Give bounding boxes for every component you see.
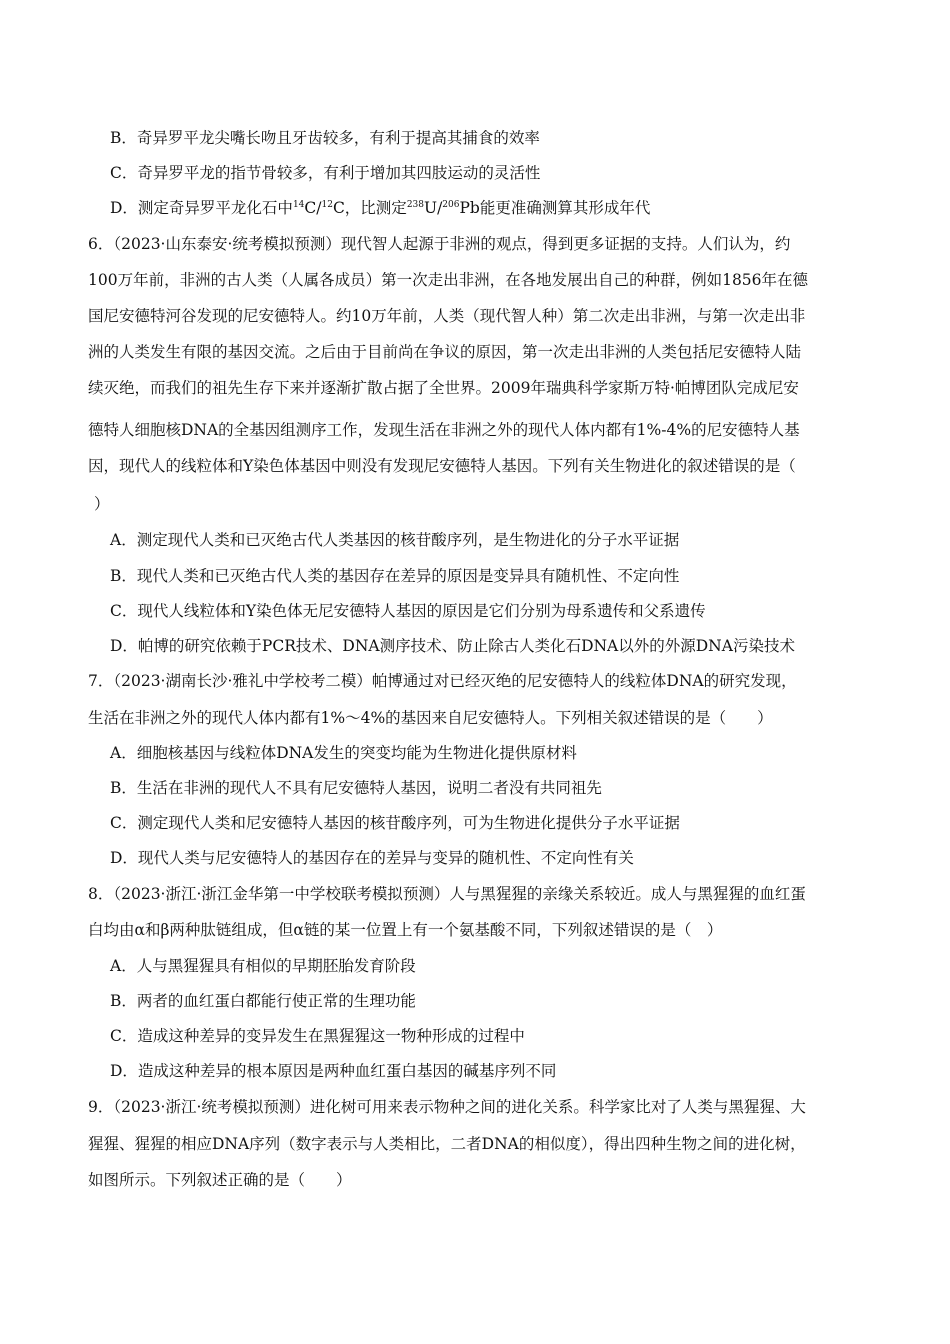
q6-option-d: D．帕博的研究依赖于PCR技术、DNA测序技术、防止除古人类化石DNA以外的外源DNA污染技术 — [110, 637, 795, 655]
q5-option-d — [110, 198, 650, 218]
q7-option-c: C．测定现代人类和尼安德特人基因的核苷酸序列，可为生物进化提供分子水平证据 — [110, 814, 680, 832]
q6-option-c: C．现代人线粒体和Y染色体无尼安德特人基因的原因是它们分别为母系遗传和父系遗传 — [110, 602, 706, 620]
q8-stem-line: 白均由α和β两种肽链组成，但α链的某一位置上有一个氨基酸不同，下列叙述错误的是（ ） — [88, 921, 723, 939]
q8-stem-line: 8．（2023·浙江·浙江金华第一中学校联考模拟预测）人与黑猩猩的亲缘关系较近。成人与黑猩猩的血红蛋 — [88, 885, 806, 903]
q6-stem-line: 因，现代人的线粒体和Y染色体基因中则没有发现尼安德特人基因。下列有关生物进化的叙述错误的是（ — [88, 457, 796, 475]
q6-stem-line: ） — [94, 495, 110, 513]
q9-stem-line: 猩猩、猩猩的相应DNA序列（数字表示与人类相比，二者DNA的相似度），得出四种生物之间的进化树， — [88, 1135, 806, 1153]
superscript: 12 — [321, 200, 333, 210]
q7-stem-line: 生活在非洲之外的现代人体内都有1%～4%的基因来自尼安德特人。下列相关叙述错误的是（ ） — [88, 709, 773, 727]
q6-stem-line: 续灭绝，而我们的祖先生存下来并逐渐扩散占据了全世界。2009年瑞典科学家斯万特·帕博团队完成尼安 — [88, 379, 799, 397]
q5-option-d-text: C，比测定 — [332, 199, 407, 217]
q8-option-d: D．造成这种差异的根本原因是两种血红蛋白基因的碱基序列不同 — [110, 1062, 557, 1080]
q7-stem-line: 7．（2023·湖南长沙·雅礼中学校考二模）帕博通过对已经灭绝的尼安德特人的线粒体DNA的研究发现， — [88, 672, 797, 690]
q5-option-c: C．奇异罗平龙的指节骨较多，有利于增加其四肢运动的灵活性 — [110, 164, 541, 182]
superscript: 206 — [442, 200, 460, 210]
q6-stem-line: 6．（2023·山东泰安·统考模拟预测）现代智人起源于非洲的观点，得到更多证据的支持。人们认为，约 — [88, 235, 791, 253]
q6-option-a: A．测定现代人类和已灭绝古代人类基因的核苷酸序列，是生物进化的分子水平证据 — [110, 531, 680, 549]
q7-option-a: A．细胞核基因与线粒体DNA发生的突变均能为生物进化提供原材料 — [110, 744, 577, 762]
q9-stem-line: 如图所示。下列叙述正确的是（ ） — [88, 1171, 352, 1189]
q5-option-d-text: C/ — [304, 199, 322, 217]
q5-option-d-text: U/ — [424, 199, 443, 217]
superscript: 14 — [292, 200, 305, 210]
q6-stem-line: 国尼安德特河谷发现的尼安德特人。约10万年前，人类（现代智人种）第二次走出非洲，与第一次走出非 — [88, 307, 806, 325]
superscript: 238 — [406, 200, 424, 210]
q6-stem-line: 100万年前，非洲的古人类（人属各成员）第一次走出非洲，在各地发展出自己的种群，例如1856年在德 — [88, 271, 809, 289]
q6-stem-line: 德特人细胞核DNA的全基因组测序工作，发现生活在非洲之外的现代人体内都有1%-4%的尼安德特人基 — [88, 421, 800, 439]
q5-option-d-text: D．测定奇异罗平龙化石中 — [110, 199, 293, 217]
q5-option-b: B．奇异罗平龙尖嘴长吻且牙齿较多，有利于提高其捕食的效率 — [110, 129, 540, 147]
q9-stem-line: 9．（2023·浙江·统考模拟预测）进化树可用来表示物种之间的进化关系。科学家比对了人类与黑猩猩、大 — [88, 1098, 806, 1116]
q8-option-a: A．人与黑猩猩具有相似的早期胚胎发育阶段 — [110, 957, 416, 975]
q8-option-b: B．两者的血红蛋白都能行使正常的生理功能 — [110, 992, 416, 1010]
q5-option-d-text: Pb能更准确测算其形成年代 — [459, 199, 651, 217]
q7-option-b: B．生活在非洲的现代人不具有尼安德特人基因，说明二者没有共同祖先 — [110, 779, 602, 797]
q7-option-d: D．现代人类与尼安德特人的基因存在的差异与变异的随机性、不定向性有关 — [110, 849, 634, 867]
q6-stem-line: 洲的人类发生有限的基因交流。之后由于目前尚在争议的原因，第一次走出非洲的人类包括尼安德特人陆 — [88, 343, 802, 361]
q8-option-c: C．造成这种差异的变异发生在黑猩猩这一物种形成的过程中 — [110, 1027, 525, 1045]
q6-option-b: B．现代人类和已灭绝古代人类的基因存在差异的原因是变异具有随机性、不定向性 — [110, 567, 680, 585]
